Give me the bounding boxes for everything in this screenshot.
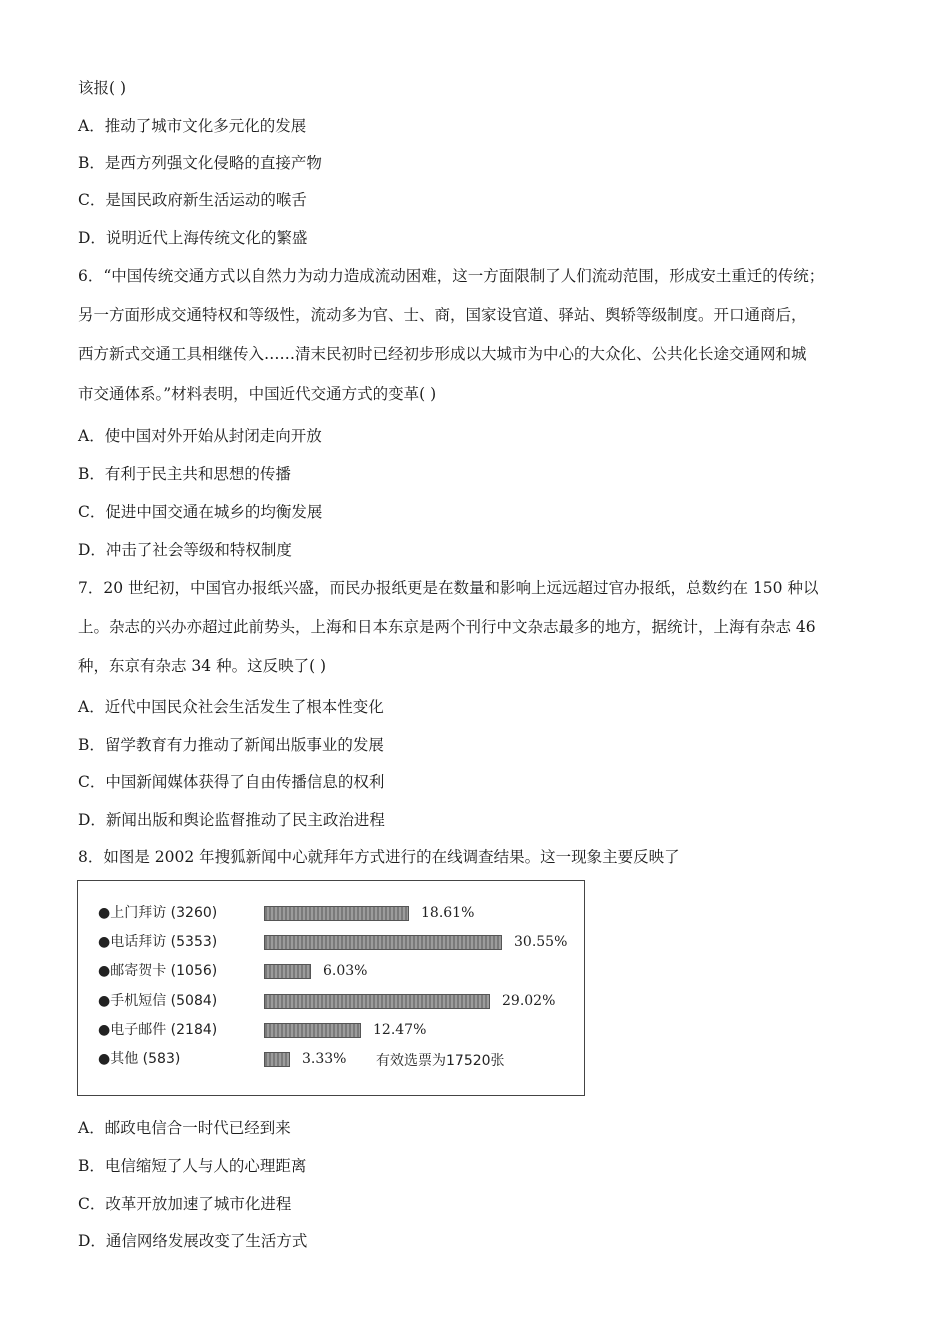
category-label: ●电话拜访 (5353) bbox=[98, 934, 218, 950]
text-line: A．推动了城市文化多元化的发展 bbox=[78, 117, 307, 135]
category-label: ●上门拜访 (3260) bbox=[98, 905, 218, 921]
value-label: 30.55% bbox=[514, 934, 568, 950]
category-label: ●邮寄贺卡 (1056) bbox=[98, 963, 218, 979]
chart-row bbox=[78, 903, 584, 923]
bar bbox=[264, 994, 490, 1009]
text-line: 另一方面形成交通特权和等级性，流动多为官、士、商，国家设官道、驿站、舆轿等级制度。开口通商后， bbox=[78, 306, 807, 324]
option-line: B．电信缩短了人与人的心理距离 bbox=[78, 1157, 307, 1175]
text-line: C．促进中国交通在城乡的均衡发展 bbox=[78, 503, 323, 521]
category-label: ●其他 (583) bbox=[98, 1051, 181, 1067]
text-line: 上。杂志的兴办亦超过此前势头，上海和日本东京是两个刊行中文杂志最多的地方，据统计，上海有杂志 46 bbox=[78, 618, 816, 636]
bar bbox=[264, 1052, 290, 1067]
text-line: D．说明近代上海传统文化的繁盛 bbox=[78, 229, 308, 247]
value-label: 3.33% bbox=[302, 1051, 347, 1067]
text-line: B．留学教育有力推动了新闻出版事业的发展 bbox=[78, 736, 384, 754]
text-line: D．新闻出版和舆论监督推动了民主政治进程 bbox=[78, 811, 385, 829]
text-line: 6．“中国传统交通方式以自然力为动力造成流动困难，这一方面限制了人们流动范围，形成安土重迁的传统； bbox=[78, 267, 825, 285]
text-line: D．冲击了社会等级和特权制度 bbox=[78, 541, 292, 559]
text-line: 市交通体系。”材料表明，中国近代交通方式的变革( ) bbox=[78, 385, 437, 403]
value-label: 18.61% bbox=[421, 905, 475, 921]
chart-row bbox=[78, 961, 584, 981]
option-line: D．通信网络发展改变了生活方式 bbox=[78, 1232, 308, 1250]
text-line: A．近代中国民众社会生活发生了根本性变化 bbox=[78, 698, 384, 716]
chart-note: 有效选票为17520张 bbox=[376, 1053, 505, 1069]
chart-row bbox=[78, 991, 584, 1011]
text-line: 西方新式交通工具相继传入……清末民初时已经初步形成以大城市为中心的大众化、公共化长途交通网和城 bbox=[78, 345, 807, 363]
option-line: C．改革开放加速了城市化进程 bbox=[78, 1195, 292, 1213]
text-line: B．有利于民主共和思想的传播 bbox=[78, 465, 291, 483]
text-line: B．是西方列强文化侵略的直接产物 bbox=[78, 154, 322, 172]
text-line: C．中国新闻媒体获得了自由传播信息的权利 bbox=[78, 773, 385, 791]
chart-row bbox=[78, 1049, 584, 1069]
text-line: C．是国民政府新生活运动的喉舌 bbox=[78, 191, 307, 209]
bar bbox=[264, 964, 311, 979]
category-label: ●手机短信 (5084) bbox=[98, 993, 218, 1009]
value-label: 12.47% bbox=[373, 1022, 427, 1038]
option-line: A．邮政电信合一时代已经到来 bbox=[78, 1119, 291, 1137]
survey-chart bbox=[77, 880, 585, 1096]
bar bbox=[264, 1023, 361, 1038]
value-label: 29.02% bbox=[502, 993, 556, 1009]
chart-row bbox=[78, 932, 584, 952]
text-line: 8．如图是 2002 年搜狐新闻中心就拜年方式进行的在线调查结果。这一现象主要反映了 bbox=[78, 848, 680, 866]
text-line: A．使中国对外开始从封闭走向开放 bbox=[78, 427, 322, 445]
value-label: 6.03% bbox=[323, 963, 368, 979]
text-line: 7．20 世纪初，中国官办报纸兴盛，而民办报纸更是在数量和影响上远远超过官办报纸，总数约在 150 种以 bbox=[78, 579, 819, 597]
category-label: ●电子邮件 (2184) bbox=[98, 1022, 218, 1038]
chart-row bbox=[78, 1020, 584, 1040]
text-line: 该报( ) bbox=[78, 79, 127, 97]
bar bbox=[264, 906, 409, 921]
bar bbox=[264, 935, 502, 950]
text-line: 种，东京有杂志 34 种。这反映了( ) bbox=[78, 657, 327, 675]
